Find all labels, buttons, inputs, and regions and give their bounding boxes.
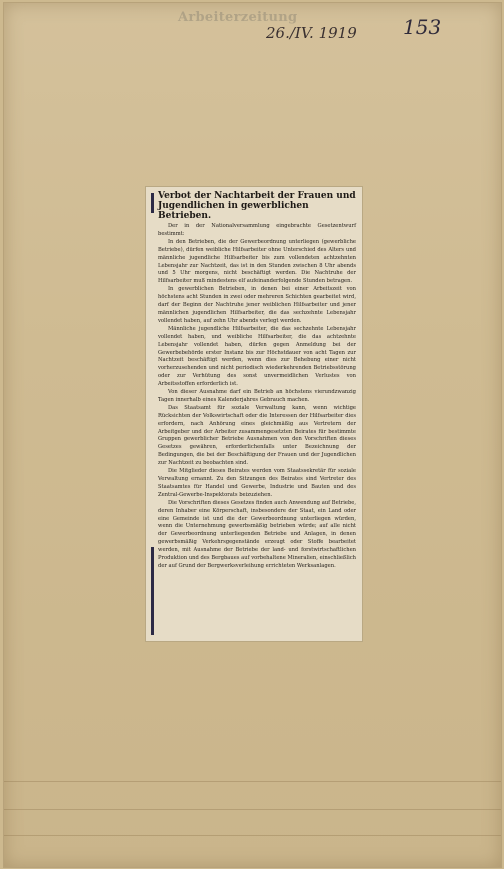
- article-paragraph: In den Betrieben, die der Gewerbeordnung unterliegen (gewerbliche Betriebe), dürfen weibliche Hilfsarbeiter ohne Unterschied des Alters und männliche jugendliche Hilfsarbeiter bis zum vollendeten achtzehnten Lebensjahr zur Nachtzeit, das ist in den Stunden zwischen 8 Uhr abends und 5 Uhr morgens, nicht beschäftigt werden. Die Nachtruhe der Hilfsarbeiter muß mindestens elf aufeinanderfolgende Stunden betragen.: [158, 238, 356, 285]
- fold-line: [4, 781, 501, 782]
- article-paragraph: Das Staatsamt für soziale Verwaltung kann, wenn wichtige Rücksichten der Volkswirtschaft oder die Interessen der Hilfsarbeiter dies erfordern, nach Anhörung eines gleichmäßig aus Vertretern der Arbeitgeber und der Arbeiter zusammengesetzten Beirates für bestimmte Gruppen gewerblicher Betriebe Ausnahmen von den Vorschriften dieses Gesetzes gewähren, erforderlichenfalls unter Bezeichnung der Bedingungen, die bei der Beschäftigung der Frauen und der Jugendlichen zur Nachtzeit zu beobachten sind.: [158, 404, 356, 467]
- article-paragraph: Der in der Nationalversammlung eingebrachte Gesetzentwurf bestimmt:: [158, 223, 356, 237]
- handwritten-number: 153: [403, 15, 442, 39]
- newspaper-clipping: [145, 186, 363, 642]
- handwritten-date: 26./IV. 1919: [266, 24, 357, 42]
- fold-line: [4, 835, 501, 836]
- margin-mark: [151, 547, 154, 635]
- article-paragraph: Von dieser Ausnahme darf ein Betrieb an höchstens vierundzwanzig Tagen innerhalb eines Kalenderjahres Gebrauch machen.: [158, 389, 356, 403]
- article-paragraph: In gewerblichen Betrieben, in denen bei einer Arbeitszeit von höchstens acht Stunden in zwei oder mehreren Schichten gearbeitet wird, darf der Beginn der Nachtruhe jener weiblichen Hilfsarbeiter und jener männlichen jugendlichen Hilfsarbeiter, die das sechzehnte Lebensjahr vollendet haben, auf zehn Uhr abends verlegt werden.: [158, 286, 356, 324]
- article-title: Verbot der Nachtarbeit der Frauen und Jugendlichen in gewerblichen Betrieben.: [158, 191, 356, 221]
- margin-mark: [151, 193, 154, 213]
- article-paragraph: Die Mitglieder dieses Beirates werden vom Staatssekretär für soziale Verwaltung ernannt. Zu den Sitzungen des Beirates sind Vertreter des Staatsamtes für Handel und Gewerbe, Industrie und Bauten und des Zentral-Gewerbe-Inspektorats beizuziehen.: [158, 468, 356, 498]
- article-paragraph: Männliche jugendliche Hilfsarbeiter, die das sechzehnte Lebensjahr vollendet haben, und weibliche Hilfsarbeiter, die das achtzehnte Lebensjahr vollendet haben, dürfen gegen Anmeldung bei der Gewerbebehörde erster Instanz bis zur Höchstdauer von acht Tagen zur Nachtzeit beschäftigt werden, wenn dies zur Behebung einer nicht vorherzusehenden und nicht periodisch wiederkehrenden Betriebsstörung oder zur Verhütung des sonst unvermeidlichen Verlustes von Arbeitsstoffen erforderlich ist.: [158, 325, 356, 388]
- article-paragraph: Die Vorschriften dieses Gesetzes finden auch Anwendung auf Betriebe, deren Inhaber eine Körperschaft, insbesondere der Staat, ein Land oder eine Gemeinde ist und die der Gewerbeordnung unterliegen würden, wenn die Unternehmung gewerbsmäßig betrieben würde; auf alle nicht der Gewerbeordnung unterliegenden Betriebe und Anlagen, in denen gewerbsmäßig Verkehrsgegenstände erzeugt oder Stoffe bearbeitet werden, mit Ausnahme der Betriebe der land- und forstwirtschaftlichen Produktion und des Bergbaues auf vorbehaltene Mineralien, einschließlich der auf Grund der Bergwerksverleihung errichteten Werksanlagen.: [158, 499, 356, 569]
- fold-line: [4, 809, 501, 810]
- archive-stamp: Arbeiterzeitung: [178, 10, 298, 25]
